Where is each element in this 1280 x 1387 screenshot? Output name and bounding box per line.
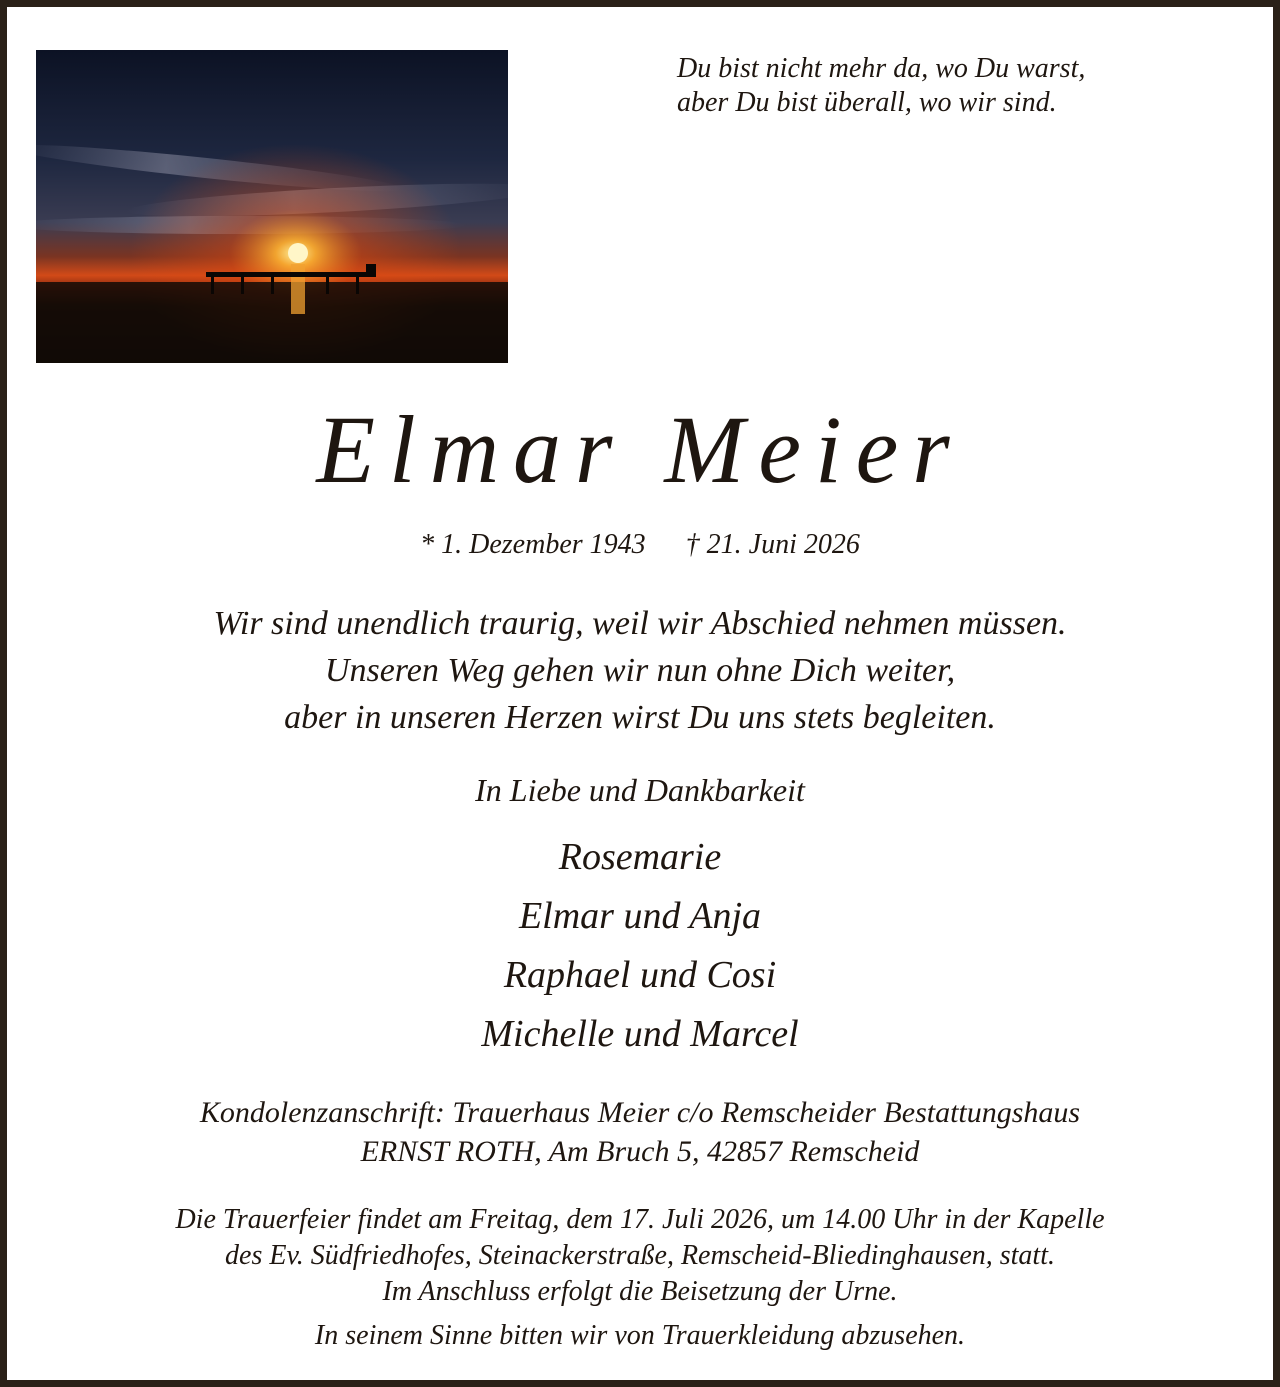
mourner-name: Elmar und Anja (518, 895, 762, 937)
condolence-address (0, 1093, 1280, 1171)
dress-request: In seinem Sinne bitten wir von Trauerkleidung abzusehen. (314, 1320, 966, 1351)
mourning-text (0, 600, 1280, 741)
quote-line: aber Du bist überall, wo wir sind. (677, 87, 1057, 118)
life-dates (0, 527, 1280, 563)
quote (677, 52, 1237, 120)
mourning-line: Unseren Weg gehen wir nun ohne Dich weiter, (324, 652, 956, 689)
funeral-line: des Ev. Südfriedhofes, Steinackerstraße, Remscheid-Bliedinghausen, statt. (225, 1240, 1055, 1271)
mourner-name: Michelle und Marcel (481, 1013, 799, 1055)
funeral-line: Die Trauerfeier findet am Freitag, dem 17. Juli 2026, um 14.00 Uhr in der Kapelle (175, 1204, 1105, 1235)
condolence-line: ERNST ROTH, Am Bruch 5, 42857 Remscheid (360, 1135, 920, 1168)
mourning-line: aber in unseren Herzen wirst Du uns stets begleiten. (284, 699, 996, 736)
mourners-list (0, 828, 1280, 1064)
mourner-name: Rosemarie (558, 836, 722, 878)
death-date: † 21. Juni 2026 (685, 529, 860, 560)
birth-date: * 1. Dezember 1943 (420, 529, 646, 560)
sunset-photo (36, 50, 508, 363)
quote-line: Du bist nicht mehr da, wo Du warst, (677, 53, 1086, 84)
mourning-line: Wir sind unendlich traurig, weil wir Abschied nehmen müssen. (213, 605, 1067, 642)
funeral-notice (0, 1202, 1280, 1310)
deceased-name: Elmar Meier (316, 396, 964, 503)
dedication: In Liebe und Dankbarkeit (475, 772, 805, 808)
mourner-name: Raphael und Cosi (503, 954, 777, 996)
condolence-line: Kondolenzanschrift: Trauerhaus Meier c/o Remscheider Bestattungshaus (199, 1096, 1081, 1129)
funeral-line: Im Anschluss erfolgt die Beisetzung der Urne. (382, 1276, 898, 1307)
